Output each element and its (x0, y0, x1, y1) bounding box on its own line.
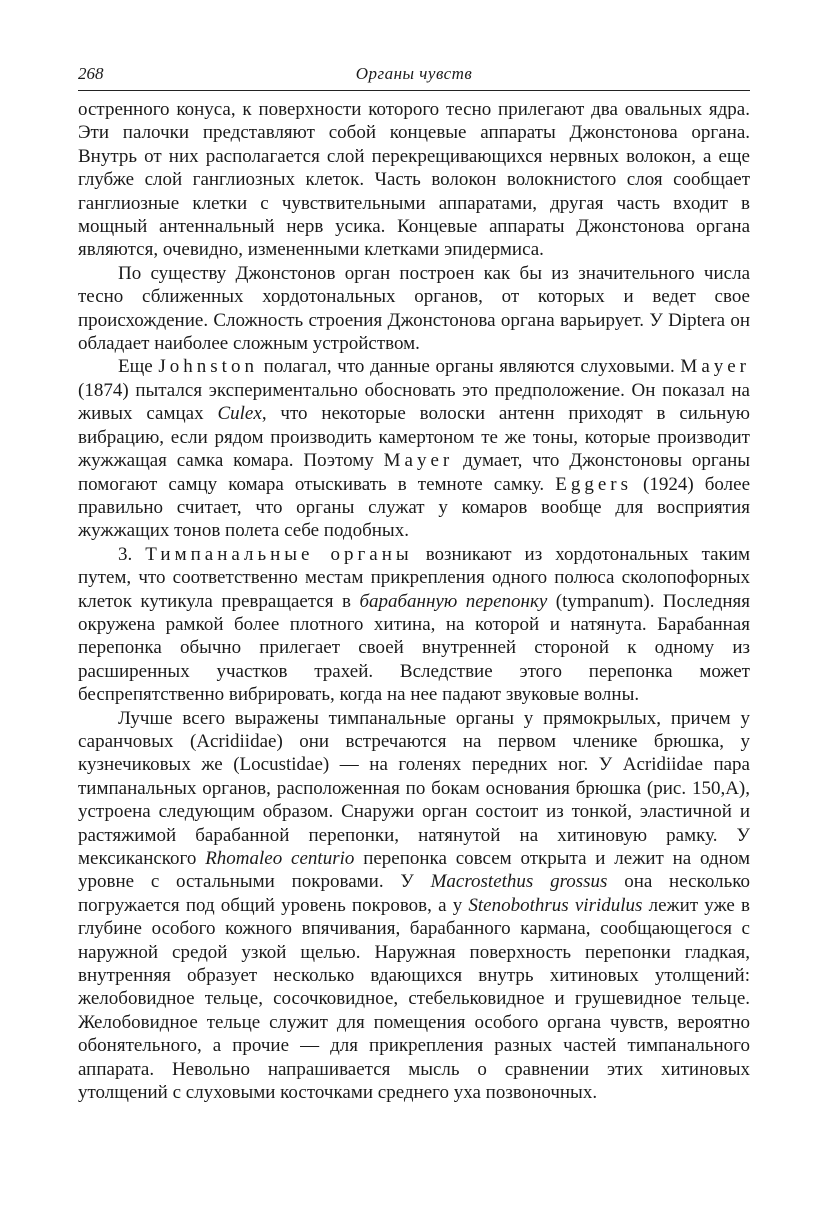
text-run: (1874) пытался экспериментально обосновать это предположение. Он показал на живых самцах (78, 379, 750, 425)
body-text (78, 98, 750, 1104)
text-run: , что некоторые волоски антенн приходят в сильную вибрацию, если рядом производить камертоном те же тоны, которые производит жужжащая самка комара. Поэтому (78, 403, 750, 472)
text-run: перепонка совсем открыта и лежит на одном уровне с остальными покровами. У (78, 848, 750, 893)
italic-text: Rhomaleo centurio (205, 848, 355, 869)
spaced-text: Mayer (383, 450, 454, 472)
running-title: Органы чувств (355, 64, 473, 83)
italic-text: барабанную перепонку (359, 590, 548, 612)
text-run: Еще (118, 356, 159, 378)
text-run: (tympanum). Последняя окружена рамкой более плотного хитина, на которой и натянута. Барабанная перепонка обычно прилегает своей внутренней стороной к одному из расширенных участков трахей. Вследствие этого перепонка может беспрепятственно вибрировать, когда на нее падают звуковые волны. (78, 590, 751, 706)
page-number: 268 (78, 64, 104, 83)
spaced-text: Mayer (680, 356, 751, 378)
spaced-text: Johnston (158, 356, 258, 378)
text-run: возникают из хордотональных таким путем, что соответственно местам прикрепления одного полюса сколопофорных клеток кутикула превращается в (78, 543, 751, 612)
text-run: полагал, что данные органы являются слуховыми. (257, 356, 681, 378)
text-run: остренного конуса, к поверхности которого тесно прилегают два овальных ядра. Эти палочки представляют собой концевые аппараты Джонстонова органа. Внутрь от них располагается слой перекрещивающихся нервных волокон, а еще глубже слой ганглиозных клеток. Часть волокон волокнистого слоя сообщает ганглиозные клетки с чувствительными аппаратами, другая часть входит в мощный антеннальный нерв усика. Концевые аппараты Джонстонова органа являются, очевидно, измененными клетками эпидермиса. (78, 99, 750, 261)
paragraph (78, 355, 750, 542)
text-run: она несколько погружается под общий уровень покровов, а у (78, 871, 750, 916)
text-run: Лучше всего выражены тимпанальные органы у прямокрылых, причем у саранчовых (Acridiidae) они встречаются на первом членике брюшка, у кузнечиковых же (Locustidae) — на голенях передних ног. У Acridiidae пара тимпанальных органов, расположенная по бокам основания брюшка (рис. 150,А), устроена следующим образом. Снаружи орган состоит из тонкой, эластичной и растяжимой барабанной перепонки, натянутой на хитиновую рамку. У мексиканского (78, 707, 750, 869)
paragraph (78, 98, 750, 262)
italic-text: Macrostethus grossus (430, 871, 608, 893)
spaced-text: Eggers (555, 473, 632, 495)
italic-text: Stenobothrus viridulus (468, 894, 643, 916)
text-run: (1924) более правильно считает, что органы служат у комаров вообще для восприятия жужжащих тонов полета себе подобных. (78, 473, 751, 542)
text-run: По существу Джонстонов орган построен как бы из значительного числа тесно сближенных хордотональных органов, от которых и ведет свое происхождение. Сложность строения Джонстонова органа варьирует. У Diptera он обладает наиболее сложным устройством. (78, 262, 750, 355)
text-run: думает, что Джонстоновы органы помогают самцу комара отыскивать в темноте самку. (78, 450, 750, 495)
paragraph (78, 262, 750, 356)
italic-text: Culex (217, 403, 262, 425)
paragraph (78, 543, 750, 707)
paragraph (78, 707, 750, 1105)
text-run: 3. (118, 543, 146, 565)
page-header (78, 62, 750, 91)
spaced-text: Тимпанальные органы (145, 543, 413, 565)
text-run: лежит уже в глубине особого кожного впячивания, барабанного кармана, сообщающегося с наружной средой узкой щелью. Наружная поверхность перепонки гладкая, внутренняя образует несколько вдающихся внутрь хитиновых утолщений: желобовидное тельце, сосочковидное, стебельковидное и грушевидное тельце. Желобовидное тельце служит для помещения особого органа чувств, вероятно обонятельного, а прочие — для прикрепления разных частей тимпанального аппарата. Невольно напрашивается мысль о сравнении этих хитиновых утолщений с слуховыми косточками среднего уха позвоночных. (78, 894, 751, 1104)
